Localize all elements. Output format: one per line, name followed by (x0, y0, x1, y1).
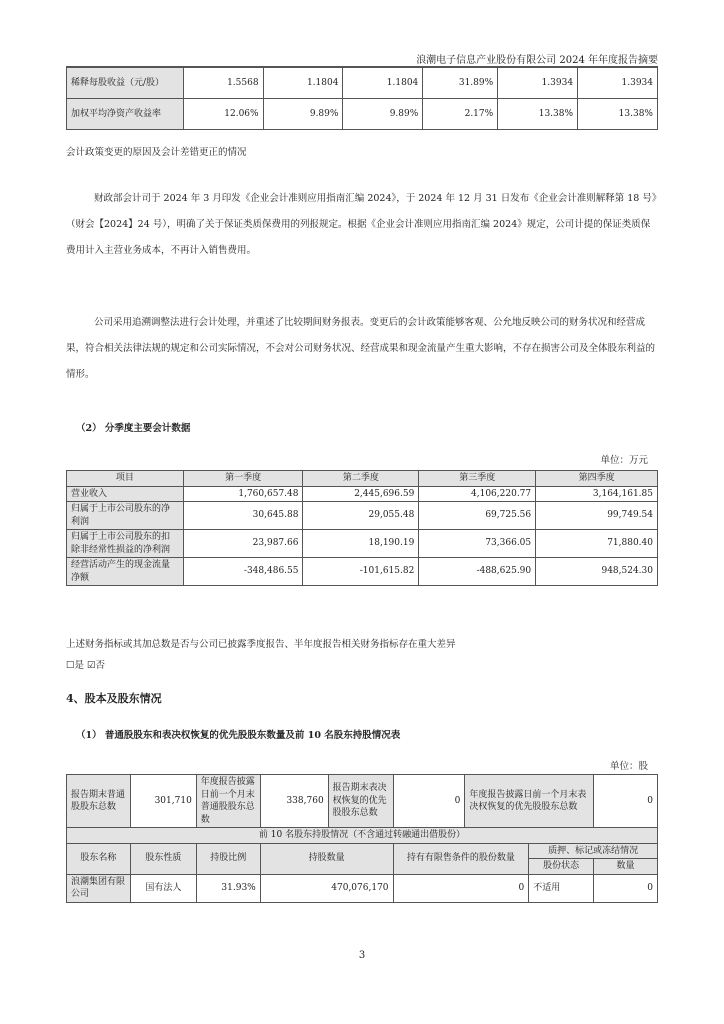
cell-value: 1.1804 (343, 68, 423, 99)
table-row (67, 68, 658, 99)
table-row (67, 99, 658, 130)
row-label: 归属于上市公司股东的净利润 (67, 502, 184, 530)
column-header: 第二季度 (303, 471, 419, 487)
cell-value: 29,055.48 (303, 502, 419, 530)
cell-value: 31.89% (423, 68, 498, 99)
column-header: 第三季度 (419, 471, 536, 487)
shares-sub-title: （1） 普通股股东和表决权恢复的优先股股东数量及前 10 名股东持股情况表 (76, 730, 401, 741)
column-header: 股东名称 (67, 843, 131, 874)
cell-value: -348,486.55 (183, 558, 303, 586)
row-label: 加权平均净资产收益率 (67, 99, 184, 130)
summary-label: 年度报告披露日前一个月末表决权恢复的优先股股东总数 (465, 775, 594, 828)
cell-value: -101,615.82 (303, 558, 419, 586)
cell-value: 9.89% (263, 99, 343, 130)
summary-value: 0 (594, 775, 658, 828)
quarterly-data-table (66, 470, 658, 586)
cell-value: 23,987.66 (183, 530, 303, 558)
summary-value: 301,710 (130, 775, 196, 828)
quarterly-unit-label: 单位：万元 (600, 455, 648, 466)
top10-title-row (67, 828, 658, 844)
row-label: 归属于上市公司股东的扣除非经常性损益的净利润 (67, 530, 184, 558)
summary-value: 338,760 (260, 775, 328, 828)
cell-value: 1.3934 (578, 68, 658, 99)
page-number: 3 (358, 950, 366, 961)
table-row (67, 486, 658, 502)
summary-label: 报告期末表决权恢复的优先股股东总数 (328, 775, 393, 828)
top10-title: 前 10 名股东持股情况（不含通过转融通出借股份） (67, 828, 658, 844)
table-row (67, 530, 658, 558)
shareholder-count: 470,076,170 (260, 874, 393, 902)
row-label: 营业收入 (67, 486, 184, 502)
shareholder-pledge-status: 不适用 (529, 874, 594, 902)
cell-value: 13.38% (498, 99, 578, 130)
accounting-change-heading: 会计政策变更的原因及会计差错更正的情况 (66, 147, 247, 158)
row-label: 稀释每股收益（元/股） (67, 68, 184, 99)
cell-value: 69,725.56 (419, 502, 536, 530)
table-row (67, 874, 658, 902)
accounting-change-paragraph-2: 公司采用追溯调整法进行会计处理，并重述了比较期间财务报表。变更后的会计政策能够客观、公允地反映公司的财务状况和经营成果，符合相关法律法规的规定和公司实际情况，不会对公司财务状况、经营成果和现金流量产生重大影响，不存在损害公司及全体股东利益的情形。 (66, 317, 656, 380)
column-header: 数量 (594, 859, 658, 875)
shareholder-pledge-qty: 0 (594, 874, 658, 902)
cell-value: 71,880.40 (536, 530, 658, 558)
cell-value: 948,524.30 (536, 558, 658, 586)
cell-value: 30,645.88 (183, 502, 303, 530)
cell-value: 18,190.19 (303, 530, 419, 558)
column-header: 质押、标记或冻结情况 (529, 843, 658, 859)
table-header-row (67, 843, 658, 859)
column-header: 第一季度 (183, 471, 303, 487)
financial-indicators-table (66, 67, 658, 130)
quarterly-answer-checkboxes: ☐是 ☑否 (66, 660, 106, 671)
cell-value: 3,164,161.85 (536, 486, 658, 502)
cell-value: 2,445,696.59 (303, 486, 419, 502)
summary-label: 年度报告披露日前一个月末普通股股东总数 (196, 775, 260, 828)
column-header: 股份状态 (529, 859, 594, 875)
shareholder-name: 浪潮集团有限公司 (67, 874, 131, 902)
row-label: 经营活动产生的现金流量净额 (67, 558, 184, 586)
column-header: 持股数量 (260, 843, 393, 874)
accounting-change-paragraph-1: 财政部会计司于 2024 年 3 月印发《企业会计准则应用指南汇编 2024》，于 2024 年 12 月 31 日发布《企业会计准则解释第 18 号》（财会【2024】24 号），明确了关于保证类质保费用的列报规定。根据《企业会计准则应用指南汇编 2024》规定，公司计提的保证类质保费用计入主营业务成本，不再计入销售费用。 (66, 193, 657, 256)
column-header: 持有有限售条件的股份数量 (393, 843, 529, 874)
column-header: 第四季度 (536, 471, 658, 487)
cell-value: 2.17% (423, 99, 498, 130)
cell-value: 73,366.05 (419, 530, 536, 558)
cell-value: -488,625.90 (419, 558, 536, 586)
page-header-title: 浪潮电子信息产业股份有限公司 2024 年年度报告摘要 (416, 55, 658, 66)
table-header-row (67, 471, 658, 487)
cell-value: 12.06% (183, 99, 263, 130)
cell-value: 1.1804 (263, 68, 343, 99)
cell-value: 99,749.54 (536, 502, 658, 530)
table-row (67, 502, 658, 530)
table-row (67, 558, 658, 586)
quarterly-section-title: （2） 分季度主要会计数据 (76, 423, 191, 434)
cell-value: 1.3934 (498, 68, 578, 99)
summary-label: 报告期末普通股股东总数 (67, 775, 131, 828)
column-header: 持股比例 (196, 843, 260, 874)
shares-unit-label: 单位：股 (609, 761, 648, 772)
shareholders-table (66, 774, 658, 903)
summary-row (67, 775, 658, 828)
summary-value: 0 (393, 775, 465, 828)
cell-value: 9.89% (343, 99, 423, 130)
column-header: 股东性质 (130, 843, 196, 874)
shares-section-title: 4、股本及股东情况 (66, 692, 162, 705)
cell-value: 13.38% (578, 99, 658, 130)
shareholder-nature: 国有法人 (130, 874, 196, 902)
quarterly-note: 上述财务指标或其加总数是否与公司已披露季度报告、半年度报告相关财务指标存在重大差异 (66, 639, 456, 650)
cell-value: 1.5568 (183, 68, 263, 99)
cell-value: 4,106,220.77 (419, 486, 536, 502)
column-header: 项目 (67, 471, 184, 487)
shareholder-ratio: 31.93% (196, 874, 260, 902)
shareholder-restricted: 0 (393, 874, 529, 902)
cell-value: 1,760,657.48 (183, 486, 303, 502)
